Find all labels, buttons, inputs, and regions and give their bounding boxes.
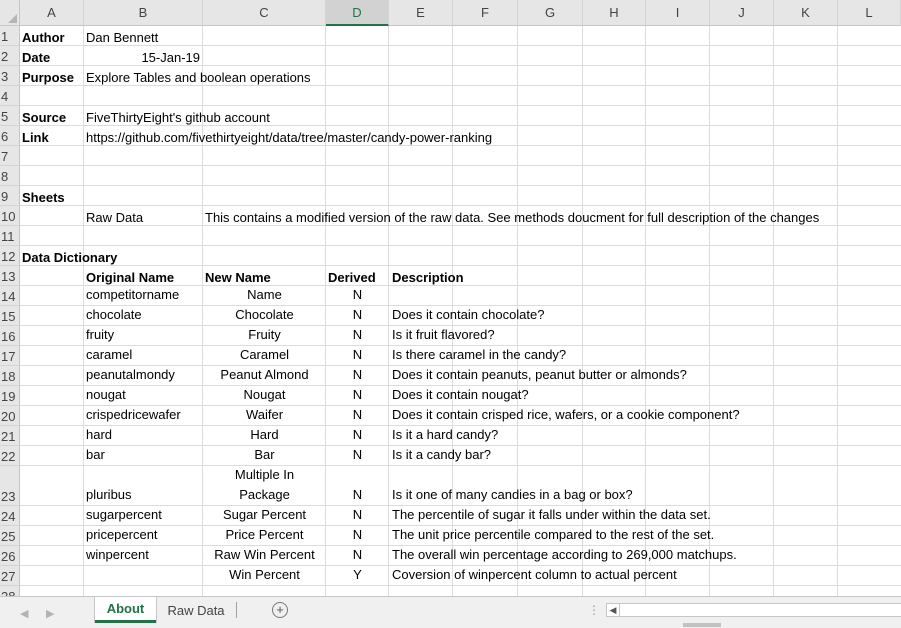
row-header-27[interactable]: 27 xyxy=(0,566,20,586)
row-header-24[interactable]: 24 xyxy=(0,506,20,526)
scrollbar-thumb[interactable] xyxy=(683,623,721,627)
row-header-11[interactable]: 11 xyxy=(0,226,20,246)
cell-b2-date-value[interactable]: 15-Jan-19 xyxy=(141,50,200,65)
dict-description[interactable]: Is it a candy bar? xyxy=(392,447,491,462)
column-header-k[interactable]: K xyxy=(774,0,838,26)
dict-new-name[interactable]: Sugar Percent xyxy=(222,507,307,522)
dict-description[interactable]: Is it a hard candy? xyxy=(392,427,499,442)
row-header-18[interactable]: 18 xyxy=(0,366,20,386)
horizontal-scrollbar[interactable] xyxy=(606,603,901,617)
column-gridline xyxy=(837,26,838,596)
vertical-dots-icon[interactable]: ⋮ xyxy=(588,603,600,617)
row-header-6[interactable]: 6 xyxy=(0,126,20,146)
dict-derived[interactable]: N xyxy=(352,427,363,442)
row-header-7[interactable]: 7 xyxy=(0,146,20,166)
dict-original-name[interactable]: caramel xyxy=(86,347,133,362)
row-header-10[interactable]: 10 xyxy=(0,206,20,226)
dict-description[interactable]: The percentile of sugar it falls under within the data set. xyxy=(392,507,711,522)
dict-new-name[interactable]: Nougat xyxy=(243,387,286,402)
row-header-26[interactable]: 26 xyxy=(0,546,20,566)
row-header-22[interactable]: 22 xyxy=(0,446,20,466)
row-header-20[interactable]: 20 xyxy=(0,406,20,426)
dict-description[interactable]: Is there caramel in the candy? xyxy=(392,347,567,362)
row-gridline xyxy=(20,365,901,366)
row-header-23[interactable]: 23 xyxy=(0,466,20,506)
cell-b3-purpose-value[interactable]: Explore Tables and boolean operations xyxy=(86,70,311,85)
dict-original-name[interactable]: fruity xyxy=(86,327,115,342)
cell-b6-link-value[interactable]: https://github.com/fivethirtyeight/data/tree/master/candy-power-ranking xyxy=(86,130,493,145)
dict-derived[interactable]: N xyxy=(352,507,363,522)
dict-derived[interactable]: N xyxy=(352,307,363,322)
column-header-i[interactable]: I xyxy=(646,0,710,26)
row-header-2[interactable]: 2 xyxy=(0,46,20,66)
row-gridline xyxy=(20,405,901,406)
dict-derived[interactable]: N xyxy=(352,547,363,562)
dict-new-name[interactable]: Hard xyxy=(250,427,279,442)
dict-header-new-name[interactable]: New Name xyxy=(205,270,271,285)
row-gridline xyxy=(20,445,901,446)
row-gridline xyxy=(20,105,901,106)
column-header-h[interactable]: H xyxy=(583,0,646,26)
row-header-12[interactable]: 12 xyxy=(0,246,20,266)
row-header-14[interactable]: 14 xyxy=(0,286,20,306)
sheet-tab-bar xyxy=(0,596,901,628)
scroll-left-icon[interactable]: ◀ xyxy=(607,604,620,616)
dict-derived[interactable]: N xyxy=(352,327,363,342)
cell-a3-purpose-label[interactable]: Purpose xyxy=(22,70,75,85)
row-header-4[interactable]: 4 xyxy=(0,86,20,106)
column-header-b[interactable]: B xyxy=(84,0,203,26)
dict-new-name[interactable]: Waifer xyxy=(245,407,284,422)
dict-original-name[interactable]: winpercent xyxy=(86,547,149,562)
dict-derived[interactable]: N xyxy=(352,367,363,382)
row-gridline xyxy=(20,205,901,206)
row-header-5[interactable]: 5 xyxy=(0,106,20,126)
dict-new-name[interactable]: Peanut Almond xyxy=(220,367,309,382)
cell-a6-link-label[interactable]: Link xyxy=(22,130,49,145)
cell-a5-source-label[interactable]: Source xyxy=(22,110,67,125)
cell-a12-dictionary-title[interactable]: Data Dictionary xyxy=(22,250,118,265)
dict-new-name[interactable]: Raw Win Percent xyxy=(214,547,315,562)
row-gridline xyxy=(20,245,901,246)
dict-original-name[interactable]: chocolate xyxy=(86,307,142,322)
dict-description[interactable]: Does it contain crisped rice, wafers, or a cookie component? xyxy=(392,407,740,422)
cell-a2-date-label[interactable]: Date xyxy=(22,50,51,65)
row-gridline xyxy=(20,505,901,506)
dict-derived[interactable]: N xyxy=(352,487,363,502)
column-header-d[interactable]: D xyxy=(326,0,389,26)
dict-new-name[interactable]: Caramel xyxy=(239,347,290,362)
row-gridline xyxy=(20,385,901,386)
row-gridline xyxy=(20,425,901,426)
tab-about[interactable]: About xyxy=(95,597,156,623)
column-gridline xyxy=(83,26,84,596)
row-gridline xyxy=(20,185,901,186)
cell-a1-author-label[interactable]: Author xyxy=(22,30,65,45)
dict-original-name[interactable]: crispedricewafer xyxy=(86,407,181,422)
dict-new-name[interactable]: Fruity xyxy=(248,327,281,342)
dict-new-name-line1[interactable]: Multiple In xyxy=(234,467,295,482)
row-gridline xyxy=(20,585,901,586)
dict-derived[interactable]: N xyxy=(352,287,363,302)
row-header-16[interactable]: 16 xyxy=(0,326,20,346)
dict-original-name[interactable]: nougat xyxy=(86,387,126,402)
tab-separator xyxy=(236,602,237,618)
row-header-19[interactable]: 19 xyxy=(0,386,20,406)
row-header-25[interactable]: 25 xyxy=(0,526,20,546)
dict-header-description[interactable]: Description xyxy=(392,270,464,285)
cell-a9-sheets-label[interactable]: Sheets xyxy=(22,190,65,205)
column-header-c[interactable]: C xyxy=(203,0,326,26)
dict-original-name[interactable]: pluribus xyxy=(86,487,132,502)
dict-description[interactable]: Is it one of many candies in a bag or box? xyxy=(392,487,633,502)
dict-original-name[interactable]: pricepercent xyxy=(86,527,158,542)
cell-b5-source-value[interactable]: FiveThirtyEight's github account xyxy=(86,110,270,125)
dict-derived[interactable]: N xyxy=(352,387,363,402)
dict-description[interactable]: Is it fruit flavored? xyxy=(392,327,495,342)
row-gridline xyxy=(20,525,901,526)
column-header-e[interactable]: E xyxy=(389,0,453,26)
tab-nav-left-icon[interactable]: ◀ xyxy=(20,608,29,620)
dict-new-name[interactable]: Win Percent xyxy=(229,567,300,582)
dict-original-name[interactable]: competitorname xyxy=(86,287,180,302)
tab-raw-data[interactable]: Raw Data xyxy=(167,602,225,618)
row-header-17[interactable]: 17 xyxy=(0,346,20,366)
dict-description[interactable]: Coversion of winpercent column to actual percent xyxy=(392,567,677,582)
dict-original-name[interactable]: peanutalmondy xyxy=(86,367,175,382)
row-gridline xyxy=(20,345,901,346)
column-header-g[interactable]: G xyxy=(518,0,583,26)
dict-new-name[interactable]: Price Percent xyxy=(225,527,304,542)
column-header-l[interactable]: L xyxy=(838,0,901,26)
column-header-j[interactable]: J xyxy=(710,0,774,26)
dict-new-name[interactable]: Name xyxy=(247,287,282,302)
column-gridline xyxy=(773,26,774,596)
cell-b1-author-value[interactable]: Dan Bennett xyxy=(86,30,159,45)
select-all-corner[interactable] xyxy=(0,0,20,26)
dict-new-name[interactable]: Bar xyxy=(254,447,275,462)
dict-description[interactable]: The overall win percentage according to 269,000 matchups. xyxy=(392,547,737,562)
row-header-13[interactable]: 13 xyxy=(0,266,20,286)
dict-description[interactable]: Does it contain chocolate? xyxy=(392,307,545,322)
row-header-21[interactable]: 21 xyxy=(0,426,20,446)
cell-b10-sheet-name[interactable]: Raw Data xyxy=(86,210,144,225)
cell-c10-sheet-description[interactable]: This contains a modified version of the raw data. See methods doucment for full description of the changes xyxy=(205,210,820,225)
row-gridline xyxy=(20,545,901,546)
row-gridline xyxy=(20,325,901,326)
dict-new-name[interactable]: Chocolate xyxy=(235,307,294,322)
column-header-f[interactable]: F xyxy=(453,0,518,26)
dict-derived[interactable]: N xyxy=(352,407,363,422)
row-header-8[interactable]: 8 xyxy=(0,166,20,186)
dict-description[interactable]: Does it contain nougat? xyxy=(392,387,529,402)
tab-nav-right-icon[interactable]: ▶ xyxy=(46,608,55,620)
row-gridline xyxy=(20,565,901,566)
row-gridline xyxy=(20,305,901,306)
dict-header-original-name[interactable]: Original Name xyxy=(86,270,175,285)
dict-derived[interactable]: Y xyxy=(353,567,362,582)
dict-header-derived[interactable]: Derived xyxy=(328,270,376,285)
dict-derived[interactable]: N xyxy=(352,447,363,462)
row-gridline xyxy=(20,165,901,166)
dict-description[interactable]: Does it contain peanuts, peanut butter or almonds? xyxy=(392,367,687,382)
column-header-a[interactable]: A xyxy=(20,0,84,26)
row-gridline xyxy=(20,265,901,266)
dict-original-name[interactable]: hard xyxy=(86,427,113,442)
row-header-15[interactable]: 15 xyxy=(0,306,20,326)
row-header-3[interactable]: 3 xyxy=(0,66,20,86)
row-gridline xyxy=(20,465,901,466)
dict-new-name[interactable]: Package xyxy=(239,487,290,502)
dict-derived[interactable]: N xyxy=(352,347,363,362)
dict-original-name[interactable]: sugarpercent xyxy=(86,507,162,522)
plus-circle-icon[interactable]: + xyxy=(272,602,288,618)
dict-derived[interactable]: N xyxy=(352,527,363,542)
row-header-9[interactable]: 9 xyxy=(0,186,20,206)
row-header-1[interactable]: 1 xyxy=(0,26,20,46)
select-all-triangle-icon xyxy=(8,14,17,23)
dict-original-name[interactable]: bar xyxy=(86,447,105,462)
dict-description[interactable]: The unit price percentile compared to the rest of the set. xyxy=(392,527,715,542)
